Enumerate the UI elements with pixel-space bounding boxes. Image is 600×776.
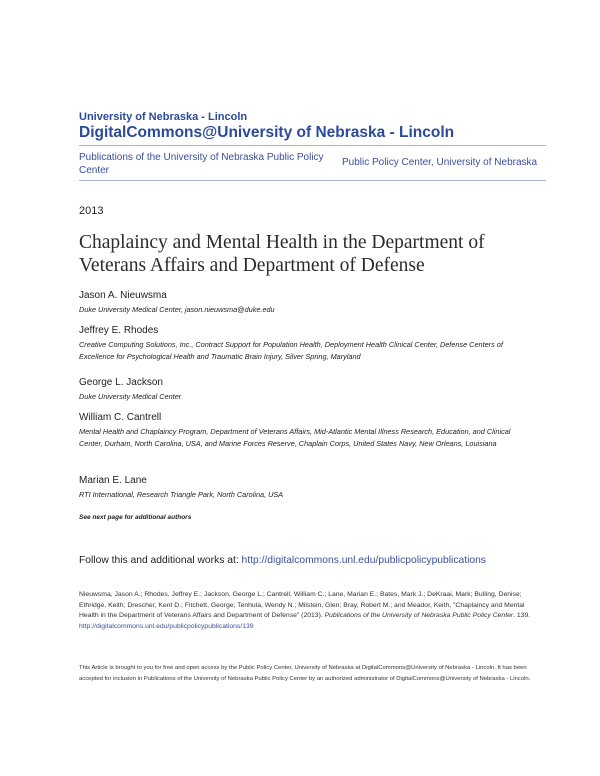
follow-line [79,555,486,566]
author-name: William C. Cantrell [79,412,162,423]
citation-suffix: . 139. [513,612,531,619]
author-block-4 [79,412,531,449]
author-name: Jeffrey E. Rhodes [79,325,159,336]
citation-url-link[interactable]: http://digitalcommons.unl.edu/publicpolicypublications/139 [79,622,254,630]
collection-url-link[interactable]: http://digitalcommons.unl.edu/publicpolicypublications [241,555,486,566]
author-name: George L. Jackson [79,377,163,388]
author-block-5 [79,475,531,501]
department-link[interactable]: Public Policy Center, University of Nebraska [342,157,538,168]
author-block-3 [79,377,531,403]
author-affiliation: Creative Computing Solutions, Inc., Contract Support for Population Health, Deployment Health Clinical Center, Defense Centers of Excellence for Psychological Health and Traumatic Brain Injury, Silver Spring, Maryland [79,340,503,361]
follow-label: Follow this and additional works at: [79,555,242,566]
author-affiliation: Duke University Medical Center, jason.nieuwsma@duke.edu [79,305,275,314]
author-block-2 [79,325,531,362]
author-affiliation: RTI International, Research Triangle Park, North Carolina, USA [79,490,284,499]
citation-block [79,590,541,632]
author-name: Jason A. Nieuwsma [79,290,167,301]
author-name: Marian E. Lane [79,475,147,486]
citation-text: Nieuwsma, Jason A.; Rhodes, Jeffrey E.; Jackson, George L.; Cantrell, William C.; Lane, Marian E.; Bates, Mark J.; DeKraai, Mark; Bulling, Denise; Ethridge, Keith; Drescher, Kent D.; Fitchett, George; Tenhula, Wendy N.; Milstein, Glen; Bray, Robert M.; and Meador, Keith, "Chaplaincy and Mental Health in the Department of Veterans Affairs and Department of Defense" (2013). [79,591,525,619]
top-divider [79,145,546,146]
institution-name: University of Nebraska - Lincoln [79,111,248,123]
author-affiliation: Mental Health and Chaplaincy Program, Department of Veterans Affairs, Mid-Atlantic Mental Illness Research, Education, and Clinical Center, Durham, North Carolina, USA, and Marine Forces Reserve, Chaplain Corps, United States Navy, New Orleans, Louisiana [79,427,511,448]
collection-link[interactable]: Publications of the University of Nebraska Public Policy Center [79,152,324,176]
citation-journal: Publications of the University of Nebraska Public Policy Center [324,612,514,619]
bottom-divider [79,180,546,181]
author-block-1 [79,290,531,316]
publication-year: 2013 [79,205,104,217]
article-title: Chaplaincy and Mental Health in the Department of Veterans Affairs and Department of Defense [79,232,485,276]
additional-authors-note: See next page for additional authors [79,514,192,521]
access-disclaimer: This Article is brought to you for free and open access by the Public Policy Center, University of Nebraska at DigitalCommons@University of Nebraska - Lincoln. It has been accepted for inclusion in Publications of the University of Nebraska Public Policy Center by an authorized administrator of DigitalCommons@University of Nebraska - Lincoln. [79,665,531,682]
repository-title[interactable]: DigitalCommons@University of Nebraska - Lincoln [79,124,455,141]
author-affiliation: Duke University Medical Center [79,392,182,401]
